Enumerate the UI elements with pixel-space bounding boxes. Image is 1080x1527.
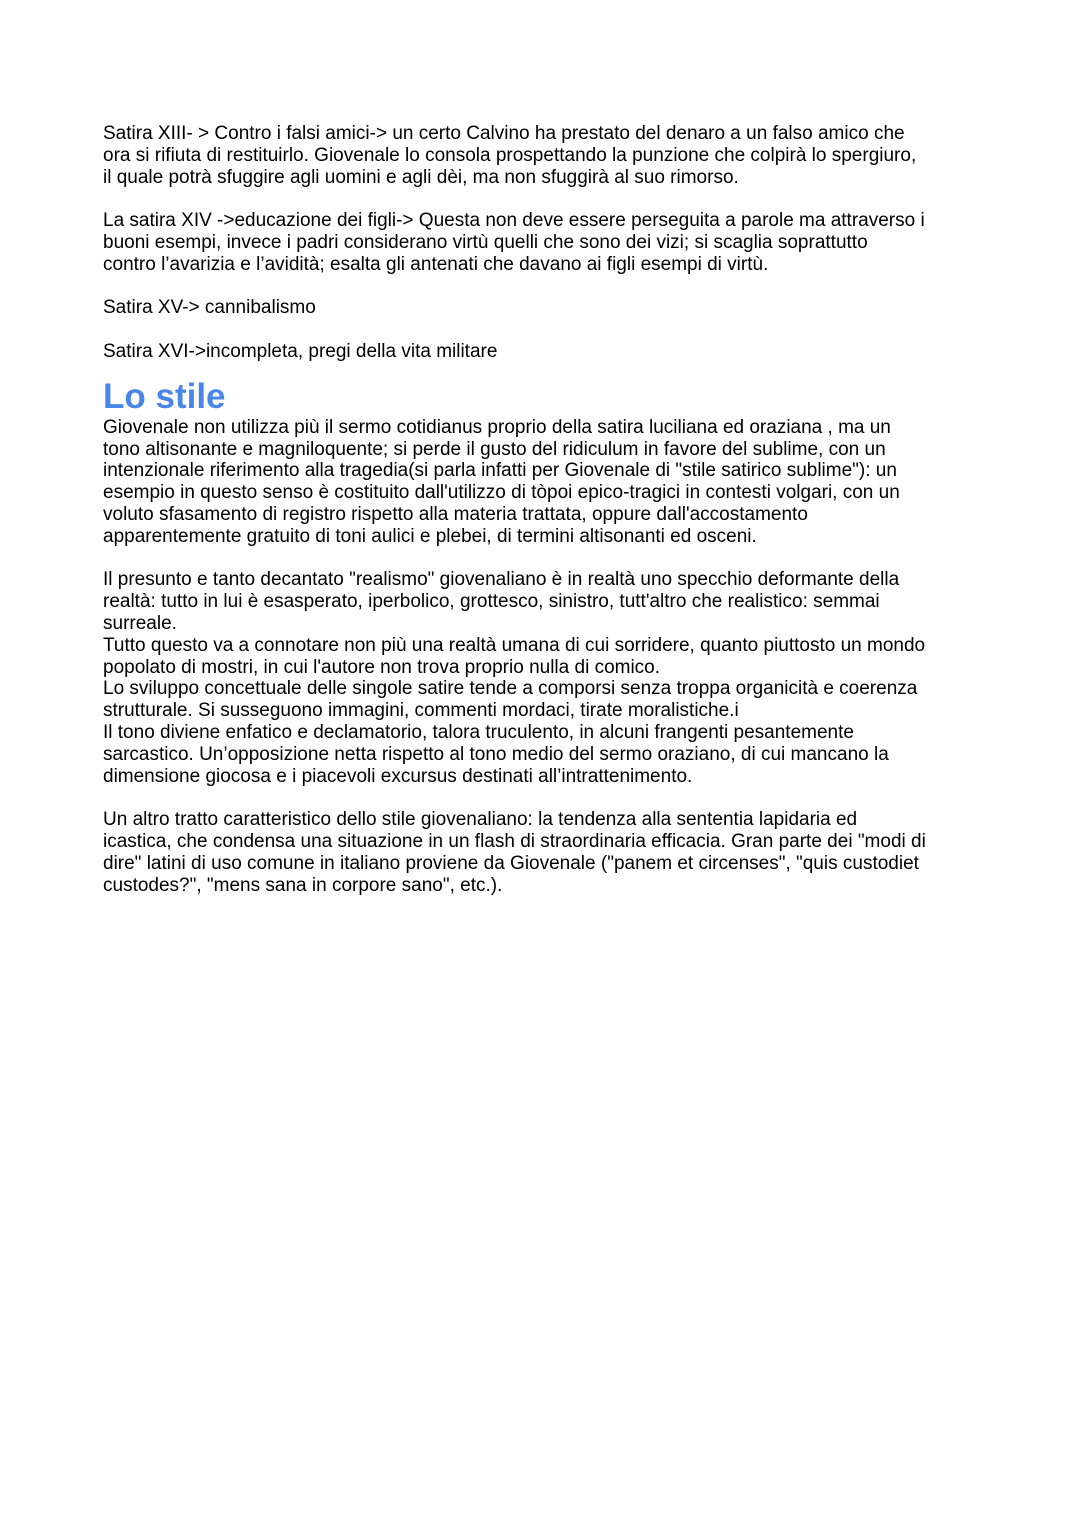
satira-xv-paragraph: Satira XV-> cannibalismo — [103, 297, 316, 319]
paragraph-spacer — [103, 276, 983, 298]
satira-xiii-paragraph: Satira XIII- > Contro i falsi amici-> un certo Calvino ha prestato del denaro a un falso amico che ora si rifiuta di restituirlo. Giovenale lo consola prospettando la punzione che colpirà lo spergiuro, il quale potrà sfuggire agli uomini e agli dèi, ma non sfuggirà al suo rimorso. — [103, 123, 917, 188]
satira-xvi-paragraph: Satira XVI->incompleta, pregi della vita militare — [103, 340, 498, 362]
stile-paragraph-2: Il presunto e tanto decantato "realismo" giovenaliano è in realtà uno specchio deformante della realtà: tutto in lui è esasperato, iperbolico, grottesco, sinistro, tutt'altro che realistico: semmai surreale. Tutto questo va a connotare non più una realtà umana di cui sorridere, quanto piuttosto un mondo popolato di mostri, in cui l'autore non trova proprio nulla di comico. Lo sviluppo concettuale delle singole satire tende a comporsi senza troppa organicità e coerenza strutturale. Si susseguono immagini, commenti mordaci, tirate moralistiche.i Il tono diviene enfatico e declamatorio, talora truculento, in alcuni frangenti pesantemente sarcastico. Un’opposizione netta rispetto al tono medio del sermo oraziano, di cui mancano la dimensione giocosa e i piacevoli excursus destinati all’intrattenimento. — [103, 569, 926, 787]
satira-xiv-paragraph: La satira XIV ->educazione dei figli-> Questa non deve essere perseguita a parole ma attraverso i buoni esempi, invece i padri considerano virtù quelli che sono dei vizi; si scaglia soprattutto contro l’avarizia e l’avidità; esalta gli antenati che davano ai figli esempi di virtù. — [103, 210, 925, 275]
stile-paragraph-3: Un altro tratto caratteristico dello stile giovenaliano: la tendenza alla sententia lapidaria ed icastica, che condensa una situazione in un flash di straordinaria efficacia. Gran parte dei "modi di dire" latini di uso comune in italiano proviene da Giovenale ("panem et circenses", "quis custodiet custodes?", "mens sana in corpore sano", etc.). — [103, 809, 926, 896]
paragraph-spacer — [103, 319, 983, 341]
paragraph-spacer — [103, 787, 983, 809]
paragraph-spacer — [103, 188, 983, 210]
document-page — [103, 123, 983, 896]
section-heading: Lo stile — [103, 376, 226, 416]
stile-paragraph-1: Giovenale non utilizza più il sermo cotidianus proprio della satira luciliana ed oraziana , ma un tono altisonante e magniloquente; si perde il gusto del ridiculum in favore del sublime, con un intenzionale riferimento alla tragedia(si parla infatti per Giovenale di "stile satirico sublime"): un esempio in questo senso è costituito dall'utilizzo di tòpoi epico-tragici in contesti volgari, con un voluto sfasamento di registro rispetto alla materia trattata, oppure dall'accostamento apparentemente gratuito di toni aulici e plebei, di termini altisonanti ed osceni. — [103, 416, 900, 547]
paragraph-spacer — [103, 548, 983, 570]
